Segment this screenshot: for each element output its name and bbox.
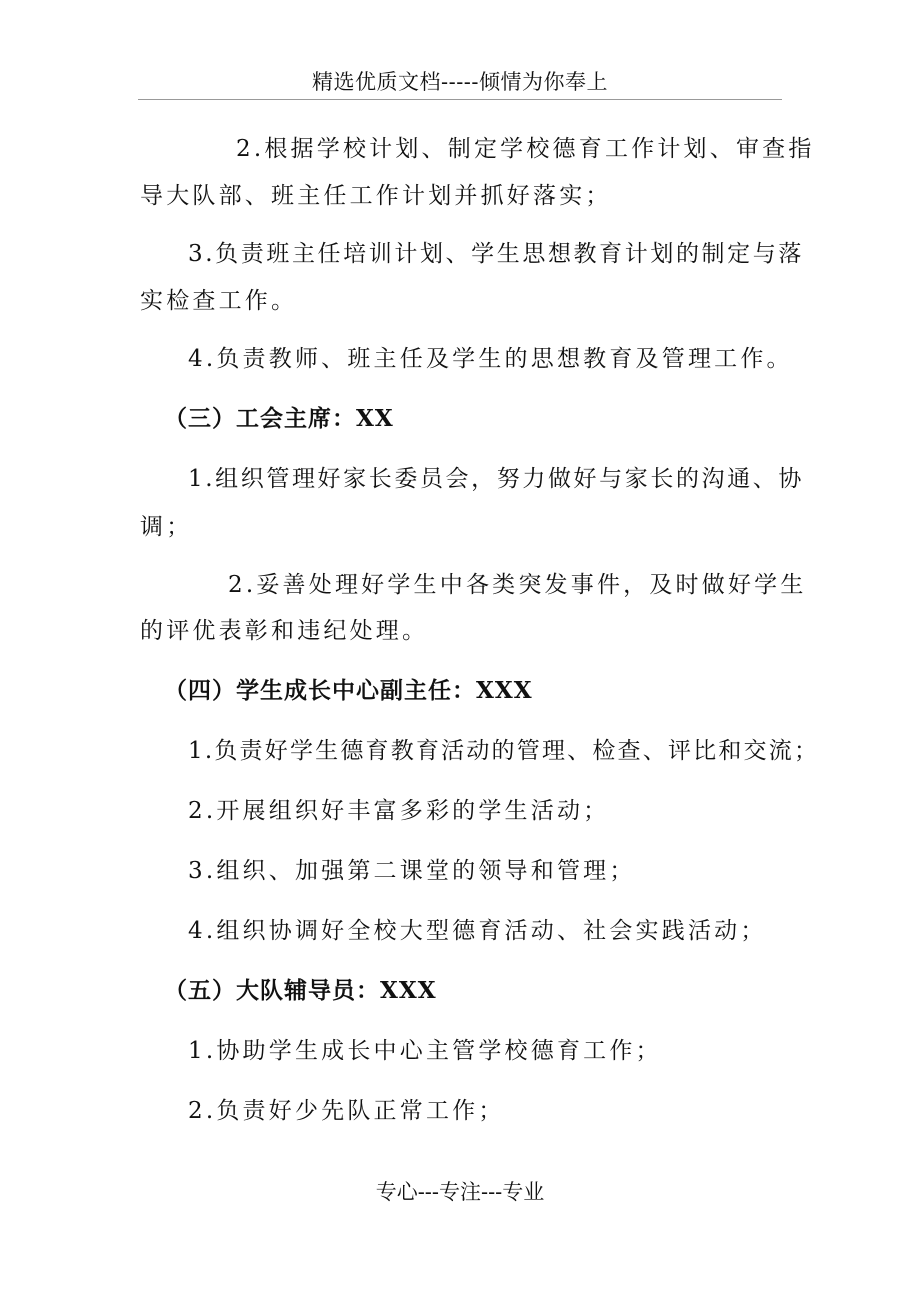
body-line: 2.根据学校计划、制定学校德育工作计划、审查指 <box>236 136 815 162</box>
body-line: 2.开展组织好丰富多彩的学生活动； <box>188 798 610 824</box>
section-heading: （三）工会主席：XX <box>164 405 394 432</box>
body-line: 实检查工作。 <box>140 288 298 314</box>
body-line: 3.组织、加强第二课堂的领导和管理； <box>188 858 636 884</box>
body-line: 4.组织协调好全校大型德育活动、社会实践活动； <box>188 918 767 944</box>
body-line: 的评优表彰和违纪处理。 <box>140 618 429 644</box>
body-line: 导大队部、班主任工作计划并抓好落实； <box>140 183 612 209</box>
page-header: 精选优质文档-----倾情为你奉上 <box>312 70 608 94</box>
body-line: 4.负责教师、班主任及学生的思想教育及管理工作。 <box>188 346 793 372</box>
header-divider <box>138 99 782 100</box>
page-footer: 专心---专注---专业 <box>375 1180 545 1204</box>
section-heading: （四）学生成长中心副主任：XXX <box>164 677 533 704</box>
body-line: 2.妥善处理好学生中各类突发事件，及时做好学生 <box>228 572 807 598</box>
body-line: 调； <box>140 514 193 540</box>
body-line: 1.组织管理好家长委员会，努力做好与家长的沟通、协 <box>188 466 804 492</box>
body-line: 3.负责班主任培训计划、学生思想教育计划的制定与落 <box>188 241 804 267</box>
body-line: 1.负责好学生德育教育活动的管理、检查、评比和交流； <box>188 738 820 764</box>
body-line: 2.负责好少先队正常工作； <box>188 1098 505 1124</box>
section-heading: （五）大队辅导员：XXX <box>164 977 437 1004</box>
body-line: 1.协助学生成长中心主管学校德育工作； <box>188 1038 662 1064</box>
